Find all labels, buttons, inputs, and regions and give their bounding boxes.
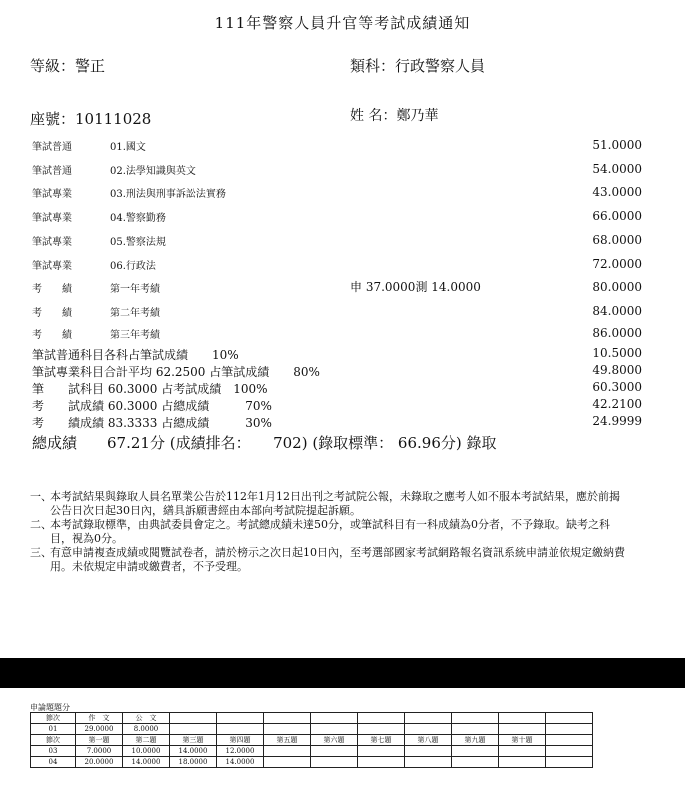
note-text: 本考試錄取標準，由典試委員會定之。考試總成績未達50分，或筆試科目有一科成績為0分者，不予錄取。缺考之科目，視為0分。 [50, 518, 610, 545]
table-cell [546, 713, 593, 724]
note-number: 二、 [30, 518, 52, 531]
summary-value: 10.5000 [592, 346, 642, 360]
exam-type: 考 績 [32, 330, 72, 341]
table-cell: 03 [31, 746, 76, 757]
note-item [30, 490, 630, 518]
score-row [32, 138, 642, 160]
summary-text: 筆試專業科目合計平均 62.2500 占筆試成績 80% [32, 365, 320, 379]
table-cell [170, 724, 217, 735]
table-cell [452, 746, 499, 757]
table-cell: 第一題 [76, 735, 123, 746]
table-cell: 20.0000 [76, 757, 123, 768]
table-cell: 第九題 [452, 735, 499, 746]
table-cell [311, 757, 358, 768]
table-cell [264, 757, 311, 768]
table-cell [499, 724, 546, 735]
table-cell: 18.0000 [170, 757, 217, 768]
summary-line [32, 380, 642, 397]
table-row [31, 746, 593, 757]
exam-type: 筆試專業 [32, 237, 72, 248]
table-cell: 第七題 [358, 735, 405, 746]
table-cell [405, 746, 452, 757]
table-cell: 第八題 [405, 735, 452, 746]
exam-type: 考 績 [32, 308, 72, 319]
summary-line [32, 363, 642, 380]
subject-name: 第一年考績 [110, 284, 160, 295]
summary-text: 考 績成績 83.3333 占總成績 30% [32, 416, 272, 430]
subject-name: 06.行政法 [110, 261, 156, 272]
table-cell [499, 757, 546, 768]
table-cell [405, 757, 452, 768]
table-cell [311, 746, 358, 757]
seat-number: 座號：10111028 [30, 110, 152, 128]
table-cell [264, 746, 311, 757]
summary-line [32, 397, 642, 414]
table-cell [358, 713, 405, 724]
note-text: 有意申請複查成績或閱覽試卷者，請於榜示之次日起10日內，至考選部國家考試網路報名資訊系統申請並依規定繳納費用。未依規定申請或繳費者，不予受理。 [50, 546, 625, 573]
table-cell [405, 713, 452, 724]
table-cell [499, 713, 546, 724]
table-row [31, 735, 593, 746]
table-cell: 29.0000 [76, 724, 123, 735]
subject-score: 54.0000 [592, 162, 642, 176]
summary-value: 42.2100 [592, 397, 642, 411]
category-label: 類科：行政警察人員 [350, 57, 486, 75]
subject-score: 84.0000 [592, 304, 642, 318]
table-cell [499, 746, 546, 757]
note-text: 本考試結果與錄取人員名單業公告於112年1月12日出刊之考試院公報，未錄取之應考人如不服本考試結果，應於前揭公告日次日起30日內，繕具訴願書經由本部向考試院提起訴願。 [50, 490, 620, 517]
table-cell: 第四題 [217, 735, 264, 746]
table-cell: 14.0000 [123, 757, 170, 768]
score-row [32, 233, 642, 255]
table-cell [546, 724, 593, 735]
table-cell [264, 724, 311, 735]
exam-type: 筆試專業 [32, 189, 72, 200]
table-cell: 01 [31, 724, 76, 735]
table-cell: 第五題 [264, 735, 311, 746]
table-cell: 04 [31, 757, 76, 768]
table-cell: 節次 [31, 735, 76, 746]
exam-type: 考 績 [32, 284, 72, 295]
table-cell [546, 735, 593, 746]
summary-text: 考 試成績 60.3000 占總成績 70% [32, 399, 272, 413]
table-cell: 第十題 [499, 735, 546, 746]
table-cell: 12.0000 [217, 746, 264, 757]
subject-name: 05.警察法規 [110, 237, 166, 248]
candidate-name: 姓 名：鄭乃華 [350, 108, 439, 124]
subject-score: 51.0000 [592, 138, 642, 152]
table-row [31, 757, 593, 768]
table-cell [311, 713, 358, 724]
essay-score-table [30, 712, 593, 768]
subject-score: 86.0000 [592, 326, 642, 340]
table-row [31, 724, 593, 735]
table-cell [311, 724, 358, 735]
subject-name: 第二年考績 [110, 308, 160, 319]
subject-score: 72.0000 [592, 257, 642, 271]
subject-name: 02.法學知識與英文 [110, 166, 196, 177]
table-cell: 14.0000 [170, 746, 217, 757]
table-cell [358, 724, 405, 735]
exam-type: 筆試專業 [32, 213, 72, 224]
subject-name: 03.刑法與刑事訴訟法實務 [110, 189, 226, 200]
note-item [30, 546, 630, 574]
score-row [32, 304, 642, 326]
table-cell: 7.0000 [76, 746, 123, 757]
notes-section [30, 490, 630, 574]
table-cell [546, 746, 593, 757]
table-cell: 8.0000 [123, 724, 170, 735]
score-row [32, 209, 642, 231]
score-row [32, 280, 642, 302]
subject-score: 66.0000 [592, 209, 642, 223]
table-cell [217, 713, 264, 724]
table-cell [546, 757, 593, 768]
summary-text: 筆試普通科目各科占筆試成績 10% [32, 348, 239, 362]
total-score: 總成績 67.21分 (成績排名： 702) (錄取標準： 66.96分) 錄取 [32, 434, 497, 452]
subject-name: 04.警察勤務 [110, 213, 166, 224]
table-cell [452, 724, 499, 735]
table-caption: 申論題題分 [30, 703, 70, 712]
table-cell: 公 文 [123, 713, 170, 724]
document-title: 111年警察人員升官等考試成績通知 [214, 14, 471, 32]
table-cell: 節次 [31, 713, 76, 724]
exam-type: 筆試專業 [32, 261, 72, 272]
table-cell [452, 713, 499, 724]
table-cell: 第二題 [123, 735, 170, 746]
table-cell [264, 713, 311, 724]
essay-score-extra: 申 37.0000測 14.0000 [350, 280, 481, 294]
summary-line [32, 414, 642, 431]
score-row [32, 326, 642, 348]
subject-name: 第三年考績 [110, 330, 160, 341]
table-cell [452, 757, 499, 768]
grade-label: 等級：警正 [30, 57, 106, 75]
score-row [32, 257, 642, 279]
table-cell [170, 713, 217, 724]
table-cell: 作 文 [76, 713, 123, 724]
table-cell: 14.0000 [217, 757, 264, 768]
score-row [32, 185, 642, 207]
exam-type: 筆試普通 [32, 142, 72, 153]
score-row [32, 162, 642, 184]
subject-score: 43.0000 [592, 185, 642, 199]
table-cell [358, 746, 405, 757]
note-number: 三、 [30, 546, 52, 559]
exam-type: 筆試普通 [32, 166, 72, 177]
subject-name: 01.國文 [110, 142, 146, 153]
summary-value: 24.9999 [592, 414, 642, 428]
note-number: 一、 [30, 490, 52, 503]
note-item [30, 518, 630, 546]
table-cell [405, 724, 452, 735]
summary-text: 筆 試科目 60.3000 占考試成績 100% [32, 382, 268, 396]
table-cell [358, 757, 405, 768]
subject-score: 68.0000 [592, 233, 642, 247]
subject-score: 80.0000 [592, 280, 642, 294]
scan-black-band [0, 658, 685, 688]
table-cell: 10.0000 [123, 746, 170, 757]
summary-value: 60.3000 [592, 380, 642, 394]
table-cell: 第三題 [170, 735, 217, 746]
table-cell: 第六題 [311, 735, 358, 746]
summary-line [32, 346, 642, 363]
summary-value: 49.8000 [592, 363, 642, 377]
table-cell [217, 724, 264, 735]
table-row [31, 713, 593, 724]
